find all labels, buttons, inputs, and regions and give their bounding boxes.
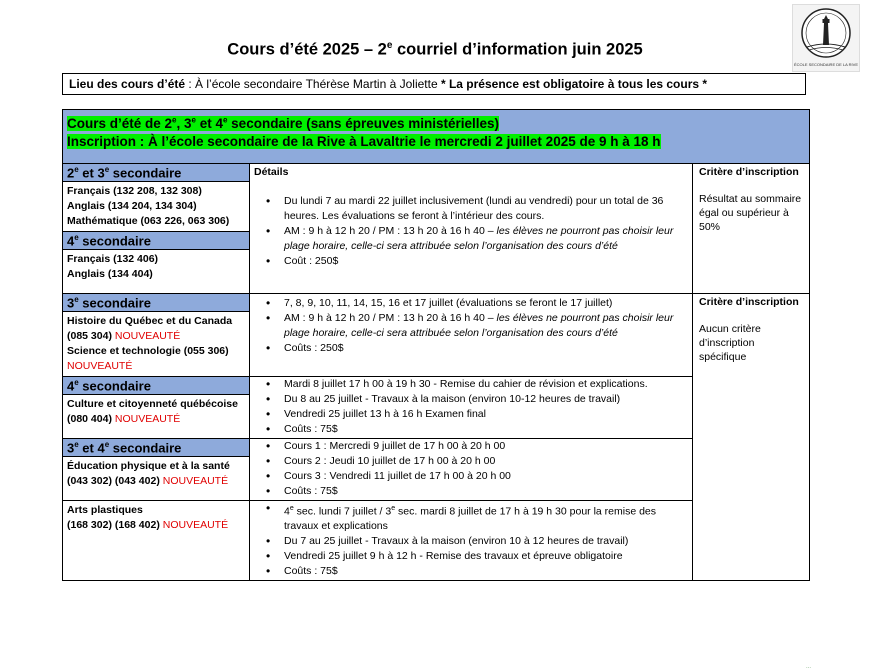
criteria-title: Critère d’inscription <box>699 295 799 308</box>
course-list: Éducation physique et à la santé (043 302) (043 402) NOUVEAUTÉ <box>67 460 230 488</box>
levels-cell-1 <box>63 163 250 293</box>
details-cell-2 <box>250 293 693 376</box>
details-list: • 7, 8, 9, 10, 11, 14, 15, 16 et 17 juillet (évaluations se feront le 17 juillet) • AM : 9 h à 12 h 20 / PM : 13 h 20 à 16 h 40 – les élèves ne pourront pas choisir leur plage horaire, celle-ci sera attribuée selon l’organisation des cours d’été • Coûts : 250$ <box>250 296 692 356</box>
footer-mark: ... <box>806 664 812 670</box>
course-list: Français (132 208, 132 308) Anglais (134 204, 134 304) Mathématique (063 226, 063 306) <box>67 184 230 227</box>
table-row <box>63 163 810 293</box>
table-row <box>63 293 810 376</box>
details-cell-4 <box>250 438 693 500</box>
criteria-cell-2 <box>693 293 810 580</box>
details-list: • Du lundi 7 au mardi 22 juillet inclusivement (lundi au vendredi) pour un total de 36 heures. Les évaluations se feront à l’intérieur des cours. • AM : 9 h à 12 h 20 / PM : 13 h 20 à 16 h 40 – les élèves ne pourront pas choisir leur plage horaire, celle-ci sera attribuée selon l’organisation des cours d’été • Coût : 250$ <box>250 194 692 269</box>
level-heading: 2e et 3e secondaire <box>63 164 249 182</box>
level-heading: 4e secondaire <box>63 231 249 250</box>
details-list: • 4e sec. lundi 7 juillet / 3e sec. mardi 8 juillet de 17 h à 19 h 30 pour la remise des travaux et explications • Du 7 au 25 juillet - Travaux à la maison (environ 10 à 12 heures de travail) • Vendredi 25 juillet 9 h à 12 h - Remise des travaux et épreuve obligatoire • Coûts : 75$ <box>250 501 692 580</box>
details-cell-5 <box>250 500 693 580</box>
location-text: : À l’école secondaire Thérèse Martin à Joliette <box>185 77 441 91</box>
registration-header <box>63 110 810 164</box>
course-list: Culture et citoyenneté québécoise (080 404) NOUVEAUTÉ <box>67 398 238 426</box>
header-registration-info: Inscription : À l’école secondaire de la Rive à Lavaltrie le mercredi 2 juillet 2025 de 9 h à 18 h <box>67 133 661 149</box>
schedule-table <box>62 109 810 581</box>
header-course-title: Cours d’été de 2e, 3e et 4e secondaire (sans épreuves ministérielles) <box>67 115 500 131</box>
location-box <box>62 73 806 95</box>
attendance-notice: * La présence est obligatoire à tous les cours * <box>440 77 708 91</box>
course-list: Histoire du Québec et du Canada (085 304) NOUVEAUTÉ Science et technologie (055 306) NOUVEAUTÉ <box>67 314 233 372</box>
logo-caption: ÉCOLE SECONDAIRE DE LA RIVE <box>793 62 859 67</box>
criteria-cell-1 <box>693 163 810 293</box>
criteria-text: Résultat au sommaire égal ou supérieur à 50% <box>699 192 802 233</box>
page-title: Cours d’été 2025 – 2e courriel d’information juin 2025 <box>227 40 643 59</box>
levels-cell-5 <box>63 500 250 580</box>
course-list: Français (132 406) Anglais (134 404) <box>67 253 159 281</box>
table-header-row <box>63 110 810 164</box>
levels-cell-2 <box>63 293 250 376</box>
details-cell-1 <box>250 163 693 293</box>
details-list: • Cours 1 : Mercredi 9 juillet de 17 h 00 à 20 h 00 • Cours 2 : Jeudi 10 juillet de 17 h 00 à 20 h 00 • Cours 3 : Vendredi 11 juillet de 17 h 00 à 20 h 00 • Coûts : 75$ <box>250 439 692 499</box>
levels-cell-3 <box>63 376 250 438</box>
course-list: Arts plastiques (168 302) (168 402) NOUVEAUTÉ <box>67 503 229 531</box>
criteria-text: Aucun critère d’inscription spécifique <box>699 322 761 363</box>
details-label: Détails <box>254 165 289 178</box>
level-heading: 3e et 4e secondaire <box>63 439 249 457</box>
levels-cell-4 <box>63 438 250 500</box>
school-logo <box>792 4 860 72</box>
location-label: Lieu des cours d’été <box>69 77 186 91</box>
criteria-title: Critère d’inscription <box>699 165 799 178</box>
level-heading: 4e secondaire <box>63 377 249 395</box>
details-list: • Mardi 8 juillet 17 h 00 à 19 h 30 - Remise du cahier de révision et explications. • Du 8 au 25 juillet - Travaux à la maison (environ 10-12 heures de travail) • Vendredi 25 juillet 13 h à 16 h Examen final • Coûts : 75$ <box>250 377 692 437</box>
level-heading: 3e secondaire <box>63 294 249 312</box>
details-cell-3 <box>250 376 693 438</box>
